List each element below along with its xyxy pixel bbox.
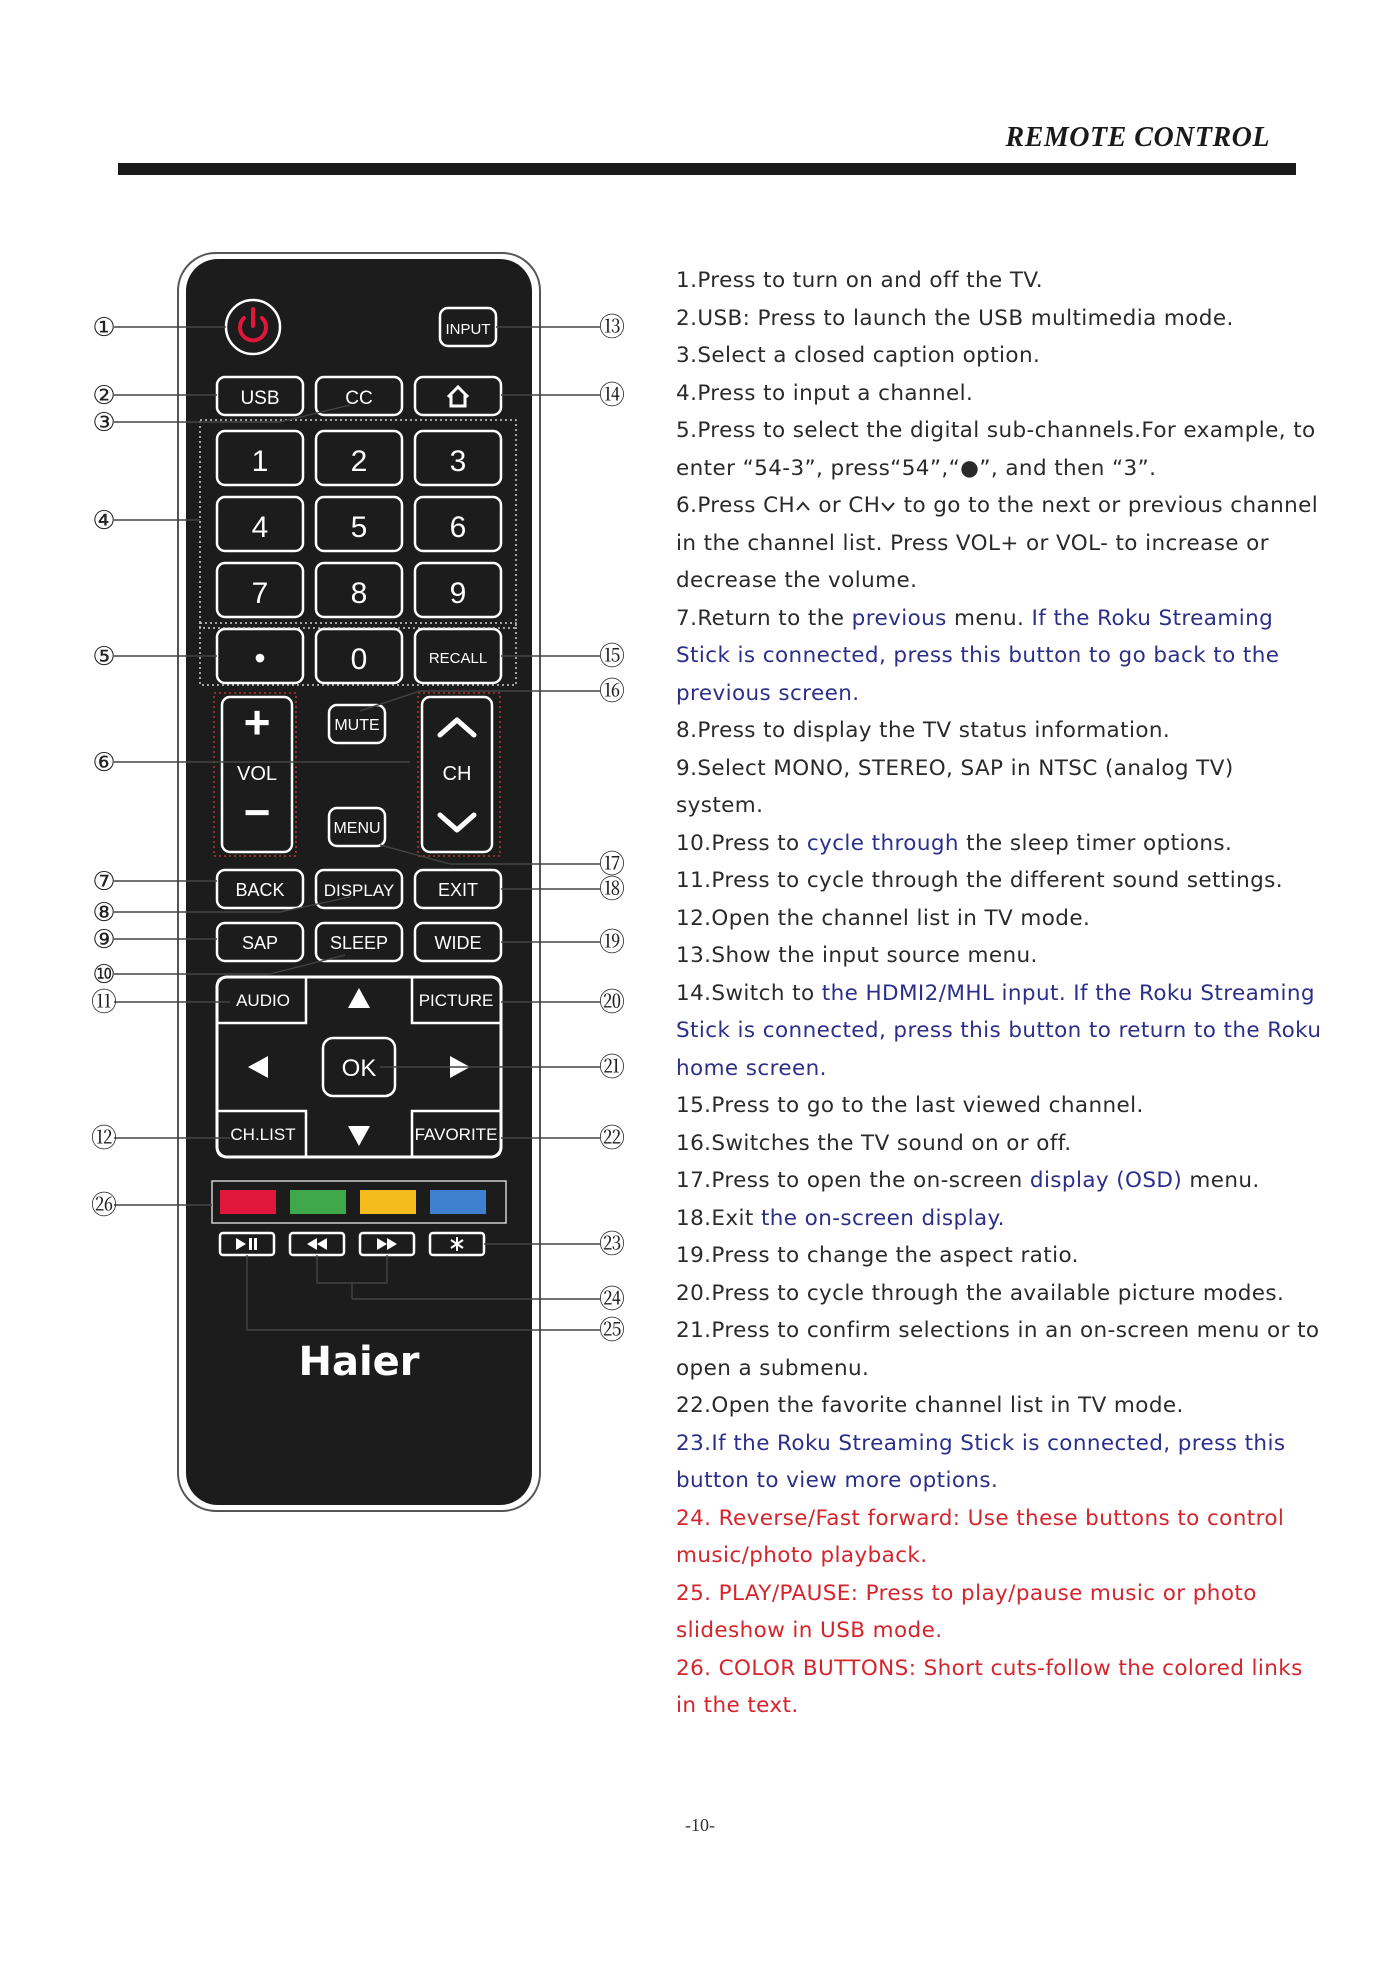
text-span: or CH — [811, 493, 881, 518]
text-span: to go to the next or previous channel — [896, 493, 1319, 518]
chevron-down-icon — [880, 500, 896, 512]
highlight-text: display (OSD) — [1029, 1168, 1183, 1193]
ok-label: OK — [341, 1055, 377, 1082]
cc-label: CC — [345, 388, 373, 409]
callout-17: ⑰ — [598, 850, 626, 880]
instruction-line: enter “54-3”, press“54”,“●”, and then “3”. — [676, 455, 1157, 481]
callout-24: ㉔ — [598, 1285, 626, 1315]
num1-label: 1 — [251, 445, 269, 478]
input-label: INPUT — [445, 321, 491, 338]
vol-minus-label: − — [243, 786, 271, 838]
instruction-line: 11.Press to cycle through the different sound settings. — [676, 868, 1283, 893]
callout-22: ㉒ — [598, 1124, 626, 1154]
instruction-line: 8.Press to display the TV status information. — [676, 718, 1171, 743]
instruction-line: 21.Press to confirm selections in an on-screen menu or to — [676, 1318, 1320, 1343]
instruction-line: 16.Switches the TV sound on or off. — [676, 1130, 1072, 1156]
instruction-line: 19.Press to change the aspect ratio. — [676, 1243, 1079, 1268]
remote-control-diagram — [80, 245, 640, 1535]
num4-label: 4 — [251, 511, 269, 544]
callout-26: ㉖ — [90, 1191, 118, 1221]
callout-25: ㉕ — [598, 1316, 626, 1346]
callout-13: ⑬ — [598, 313, 626, 343]
instruction-line: decrease the volume. — [676, 568, 918, 593]
sleep-label: SLEEP — [329, 933, 389, 953]
ch-label: CH — [442, 763, 472, 785]
instruction-line: 4.Press to input a channel. — [676, 380, 974, 406]
chevron-up-icon — [795, 500, 811, 512]
instructions-list — [676, 262, 1326, 1725]
instruction-line: slideshow in USB mode. — [676, 1618, 943, 1643]
instruction-line: 20.Press to cycle through the available picture modes. — [676, 1280, 1285, 1306]
highlight-text: previous — [851, 605, 947, 631]
usb-label: USB — [240, 388, 280, 409]
highlight-text: the HDMI2/MHL input. If the Roku Streaming — [821, 980, 1315, 1006]
callout-16: ⑯ — [598, 677, 626, 707]
instruction-line: 23.If the Roku Streaming Stick is connected, press this — [676, 1430, 1286, 1456]
menu-label: MENU — [333, 820, 381, 837]
callout-11: ⑪ — [90, 988, 118, 1018]
picture-label: PICTURE — [418, 991, 494, 1010]
pause-icon — [249, 1238, 252, 1250]
instruction-line: 22.Open the favorite channel list in TV mode. — [676, 1393, 1184, 1418]
instruction-line: button to view more options. — [676, 1468, 999, 1493]
callout-20: ⑳ — [598, 988, 626, 1018]
green-color-button[interactable] — [290, 1190, 346, 1214]
callout-10: ⑩ — [92, 960, 116, 990]
instruction-line: previous screen. — [676, 680, 860, 706]
header-rule — [118, 163, 1296, 175]
num8-label: 8 — [350, 577, 368, 610]
display-label: DISPLAY — [323, 881, 395, 900]
sap-label: SAP — [241, 933, 279, 953]
vol-label: VOL — [236, 763, 278, 785]
instruction-line: 13.Show the input source menu. — [676, 943, 1038, 968]
yellow-color-button[interactable] — [360, 1190, 416, 1214]
callout-15: ⑮ — [598, 642, 626, 672]
num9-label: 9 — [449, 577, 467, 610]
instruction-line: 24. Reverse/Fast forward: Use these buttons to control — [676, 1505, 1285, 1531]
page-header-title: REMOTE CONTROL — [1005, 122, 1270, 153]
instruction-line: 15.Press to go to the last viewed channel. — [676, 1093, 1144, 1118]
instruction-line — [676, 600, 1326, 638]
favorite-label: FAVORITE — [414, 1125, 498, 1144]
callout-21: ㉑ — [598, 1053, 626, 1083]
instruction-line: open a submenu. — [676, 1355, 870, 1381]
text-span: the sleep timer options. — [958, 830, 1233, 856]
callout-4: ④ — [92, 506, 116, 536]
text-span: 18.Exit — [676, 1205, 761, 1231]
instruction-line — [676, 825, 1326, 863]
callout-2: ② — [92, 381, 116, 411]
instruction-line: Stick is connected, press this button to return to the Roku — [676, 1018, 1322, 1043]
instruction-line: 25. PLAY/PAUSE: Press to play/pause music or photo — [676, 1580, 1257, 1606]
instruction-line: in the channel list. Press VOL+ or VOL- to increase or — [676, 530, 1269, 556]
highlight-text: cycle through — [806, 830, 959, 856]
instruction-line: 3.Select a closed caption option. — [676, 343, 1041, 368]
callout-18: ⑱ — [598, 875, 626, 905]
num7-label: 7 — [251, 577, 269, 610]
vol-plus-label: + — [243, 696, 271, 748]
instruction-line: in the text. — [676, 1693, 799, 1718]
text-span: 7.Return to the — [676, 605, 852, 631]
dot-label: • — [254, 640, 266, 676]
text-span: menu. — [946, 605, 1032, 631]
wide-label: WIDE — [434, 933, 482, 953]
num0-label: 0 — [350, 643, 368, 676]
instruction-line: 2.USB: Press to launch the USB multimedia mode. — [676, 305, 1234, 331]
callout-8: ⑧ — [92, 898, 116, 928]
callout-9: ⑨ — [92, 925, 116, 955]
callout-12: ⑫ — [90, 1124, 118, 1154]
instruction-line: 9.Select MONO, STEREO, SAP in NTSC (analog TV) — [676, 755, 1234, 781]
text-span: 17.Press to open the on-screen — [676, 1168, 1030, 1193]
num2-label: 2 — [350, 445, 368, 478]
brand-logo: Haier — [298, 1339, 420, 1385]
callout-7: ⑦ — [92, 867, 116, 897]
exit-label: EXIT — [437, 880, 479, 900]
callout-6: ⑥ — [92, 748, 116, 778]
highlight-text: the on-screen display. — [760, 1205, 1005, 1231]
callout-5: ⑤ — [92, 642, 116, 672]
mute-label: MUTE — [334, 717, 380, 734]
recall-label: RECALL — [428, 650, 488, 667]
instruction-line: Stick is connected, press this button to go back to the — [676, 643, 1280, 668]
callout-19: ⑲ — [598, 928, 626, 958]
callout-23: ㉓ — [598, 1230, 626, 1260]
audio-label: AUDIO — [236, 991, 290, 1010]
text-span: 10.Press to — [676, 830, 807, 856]
num6-label: 6 — [449, 511, 467, 544]
instruction-line: 1.Press to turn on and off the TV. — [676, 268, 1043, 293]
instruction-line: system. — [676, 793, 764, 818]
instruction-line: 5.Press to select the digital sub-channels.For example, to — [676, 418, 1316, 443]
page-number: -10- — [685, 1815, 715, 1835]
callout-1: ① — [92, 313, 116, 343]
instruction-line: 12.Open the channel list in TV mode. — [676, 905, 1091, 931]
instruction-line — [676, 1200, 1326, 1238]
highlight-text: If the Roku Streaming — [1031, 605, 1274, 631]
blue-color-button[interactable] — [430, 1190, 486, 1214]
instruction-line: 26. COLOR BUTTONS: Short cuts-follow the colored links — [676, 1655, 1303, 1681]
instruction-line: home screen. — [676, 1055, 827, 1081]
num3-label: 3 — [449, 445, 467, 478]
text-span: 6.Press CH — [676, 493, 796, 518]
text-span: 14.Switch to — [676, 980, 822, 1006]
instruction-line — [676, 1162, 1326, 1200]
instruction-line — [676, 487, 1326, 525]
callout-14: ⑭ — [598, 381, 626, 411]
chlist-label: CH.LIST — [230, 1125, 296, 1144]
text-span: menu. — [1182, 1168, 1260, 1193]
callout-3: ③ — [92, 408, 116, 438]
instruction-line — [676, 975, 1326, 1013]
num5-label: 5 — [350, 511, 368, 544]
back-label: BACK — [235, 880, 285, 900]
instruction-line: music/photo playback. — [676, 1543, 928, 1568]
red-color-button[interactable] — [220, 1190, 276, 1214]
